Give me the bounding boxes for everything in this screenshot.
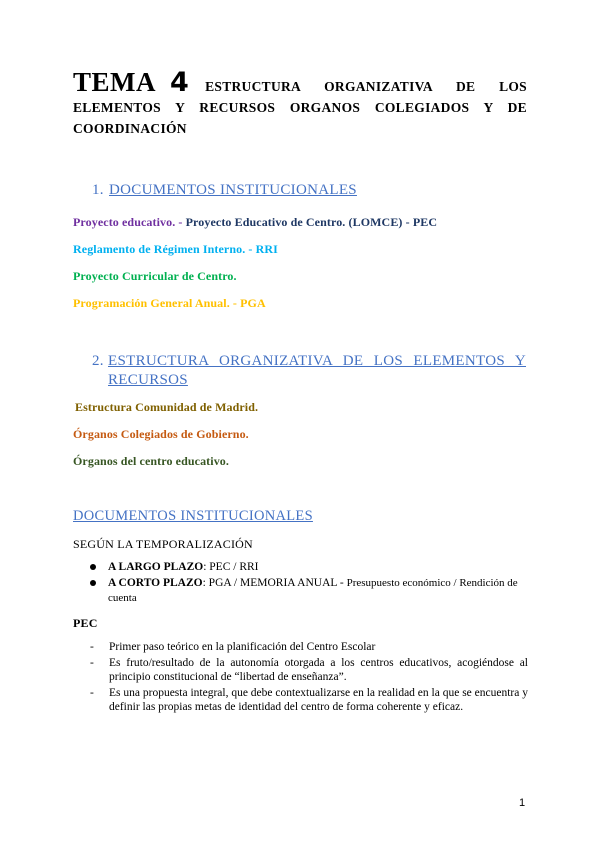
item-small: Presupuesto económico / Rendición de cuenta	[108, 577, 518, 604]
list-item	[73, 215, 437, 230]
item-text: Es una propuesta integral, que debe contextualizarse en la realidad en la que se encuentra y definir las propias metas de identidad del centro de forma coherente y eficaz.	[109, 686, 528, 713]
item-detail: Proyecto Educativo de Centro. (LOMCE) - PEC	[185, 215, 438, 229]
item-bold: A LARGO PLAZO	[108, 561, 204, 573]
item-text: Primer paso teórico en la planificación del Centro Escolar	[109, 641, 376, 653]
tema-word: TEMA	[73, 67, 156, 97]
page-number: 1	[519, 797, 526, 809]
docs-heading: DOCUMENTOS INSTITUCIONALES	[73, 508, 313, 524]
item-label: Proyecto educativo. -	[73, 215, 183, 229]
bullet-icon	[90, 580, 96, 586]
page-title	[73, 67, 527, 139]
title-text: ESTRUCTURA ORGANIZATIVA DE LOS ELEMENTOS Y RECURSOS ORGANOS COLEGIADOS Y DE COORDINACIÓN	[73, 79, 527, 136]
list-item: Órganos Colegiados de Gobierno.	[73, 427, 249, 441]
pec-list	[90, 640, 528, 716]
list-item: Órganos del centro educativo.	[73, 454, 229, 468]
temporal-list	[90, 560, 530, 607]
section2-heading-text: ESTRUCTURA ORGANIZATIVA DE LOS ELEMENTOS Y RECURSOS	[108, 353, 526, 388]
pec-heading: PEC	[73, 616, 98, 630]
list-item: - Es fruto/resultado de la autonomía otorgada a los centros educativos, acogiéndose al principio constitucional de “libertad de enseñanza”.	[90, 656, 528, 683]
list-item: Proyecto Curricular de Centro.	[73, 269, 237, 283]
tema-number: 4	[170, 67, 190, 98]
section2-number: 2.	[92, 353, 104, 369]
section2-heading	[92, 352, 526, 390]
item-rest: : PEC / RRI	[203, 561, 259, 573]
list-item	[90, 576, 530, 606]
list-item: Reglamento de Régimen Interno. - RRI	[73, 242, 278, 256]
section1-number: 1.	[92, 182, 104, 198]
list-item: Programación General Anual. - PGA	[73, 296, 266, 310]
section1-heading	[92, 182, 357, 199]
docs-subheading: SEGÚN LA TEMPORALIZACIÓN	[73, 537, 253, 551]
item-text: Es fruto/resultado de la autonomía otorgada a los centros educativos, acogiéndose al principio constitucional de “libertad de enseñanza”.	[109, 656, 528, 683]
list-item	[90, 560, 530, 575]
list-item: Estructura Comunidad de Madrid.	[75, 400, 259, 414]
bullet-icon	[90, 564, 96, 570]
section1-heading-text: DOCUMENTOS INSTITUCIONALES	[109, 182, 357, 198]
item-bold: A CORTO PLAZO	[108, 577, 203, 589]
list-item: - Primer paso teórico en la planificación del Centro Escolar	[90, 641, 376, 653]
list-item: - Es una propuesta integral, que debe contextualizarse en la realidad en la que se encuentra y definir las propias metas de identidad del centro de forma coherente y eficaz.	[90, 686, 528, 713]
item-rest: : PGA / MEMORIA ANUAL -	[202, 577, 347, 589]
